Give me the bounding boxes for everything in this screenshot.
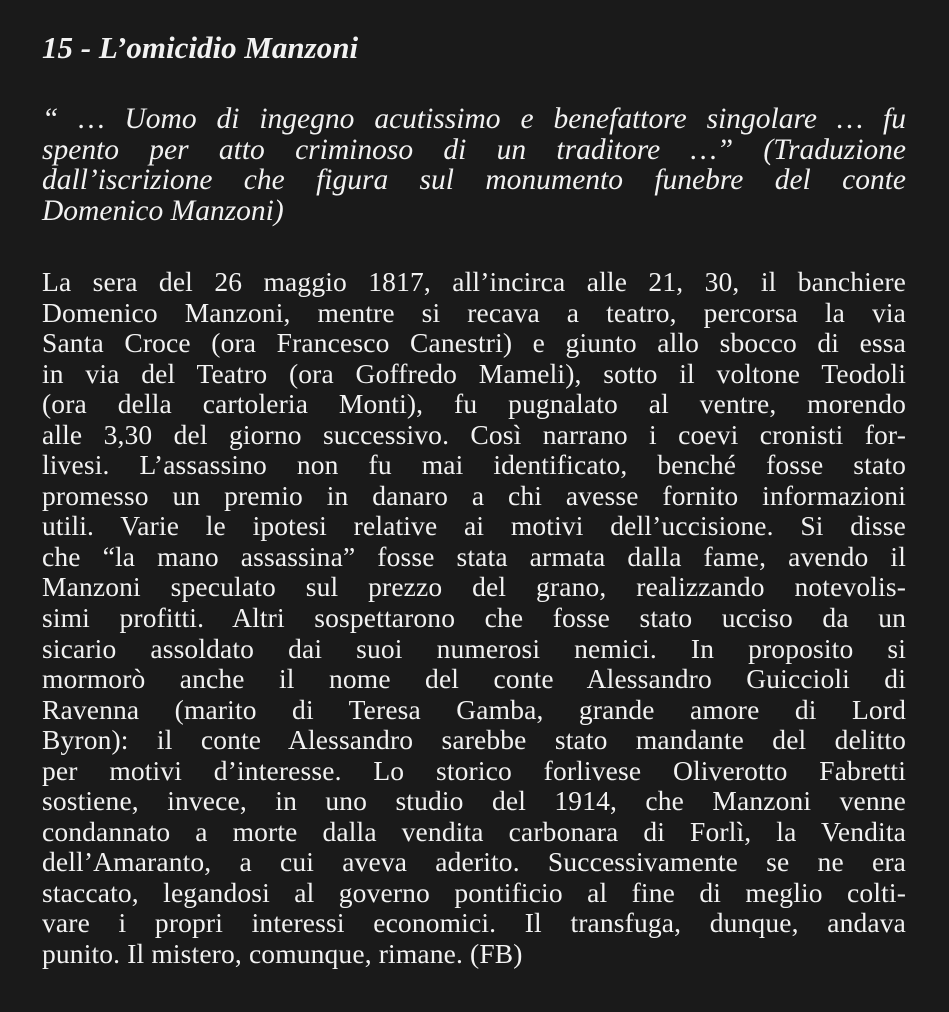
epigraph-line: “ … Uomo di ingegno acutissimo e benefattore singolare … fu <box>42 103 906 135</box>
body-paragraph <box>42 267 906 970</box>
body-line: Domenico Manzoni, mentre si recava a teatro, percorsa la via <box>42 296 906 328</box>
body-line: dell’Amaranto, a cui aveva aderito. Successivamente se ne era <box>42 846 906 878</box>
body-line: per motivi d’interesse. Lo storico forlivese Oliverotto Fabretti <box>42 754 906 786</box>
epigraph-line: dall’iscrizione che figura sul monumento funebre del conte <box>42 164 906 196</box>
body-line: vare i propri interessi economici. Il transfuga, dunque, andava <box>42 907 906 939</box>
body-line: Santa Croce (ora Francesco Canestri) e giunto allo sbocco di essa <box>42 327 906 359</box>
body-line: sicario assoldato dai suoi numerosi nemici. In proposito si <box>42 632 906 664</box>
body-line: che “la mano assassina” fosse stata armata dalla fame, avendo il <box>42 540 906 572</box>
body-line: utili. Varie le ipotesi relative ai motivi dell’uccisione. Si disse <box>42 510 906 542</box>
body-line: Ravenna (marito di Teresa Gamba, grande amore di Lord <box>42 693 906 725</box>
body-line: in via del Teatro (ora Goffredo Mameli), sotto il voltone Teodoli <box>42 357 906 389</box>
section-title: 15 - L’omicidio Manzoni <box>42 30 359 65</box>
body-line: condannato a morte dalla vendita carbonara di Forlì, la Vendita <box>42 815 906 847</box>
epigraph-line: spento per atto criminoso di un traditore …” (Traduzione <box>42 133 906 166</box>
body-line: promesso un premio in danaro a chi avesse fornito informazioni <box>42 479 906 511</box>
body-line: sostiene, invece, in uno studio del 1914, che Manzoni venne <box>42 785 906 817</box>
body-line: mormorò anche il nome del conte Alessandro Guiccioli di <box>42 663 906 695</box>
epigraph-line: Domenico Manzoni) <box>42 194 284 227</box>
epigraph-quote <box>42 104 906 226</box>
body-line: Byron): il conte Alessandro sarebbe stato mandante del delitto <box>42 724 906 756</box>
body-line: alle 3,30 del giorno successivo. Così narrano i coevi cronisti for- <box>42 418 906 450</box>
body-line: punito. Il mistero, comunque, rimane. (FB) <box>42 938 523 970</box>
body-line: (ora della cartoleria Monti), fu pugnalato al ventre, morendo <box>42 388 906 420</box>
body-line: simi profitti. Altri sospettarono che fosse stato ucciso da un <box>42 602 906 634</box>
body-line: Manzoni speculato sul prezzo del grano, realizzando notevolis- <box>42 571 906 603</box>
body-line: La sera del 26 maggio 1817, all’incirca alle 21, 30, il banchiere <box>42 266 906 297</box>
body-line: staccato, legandosi al governo pontificio al fine di meglio colti- <box>42 876 906 908</box>
body-line: livesi. L’assassino non fu mai identificato, benché fosse stato <box>42 449 906 481</box>
